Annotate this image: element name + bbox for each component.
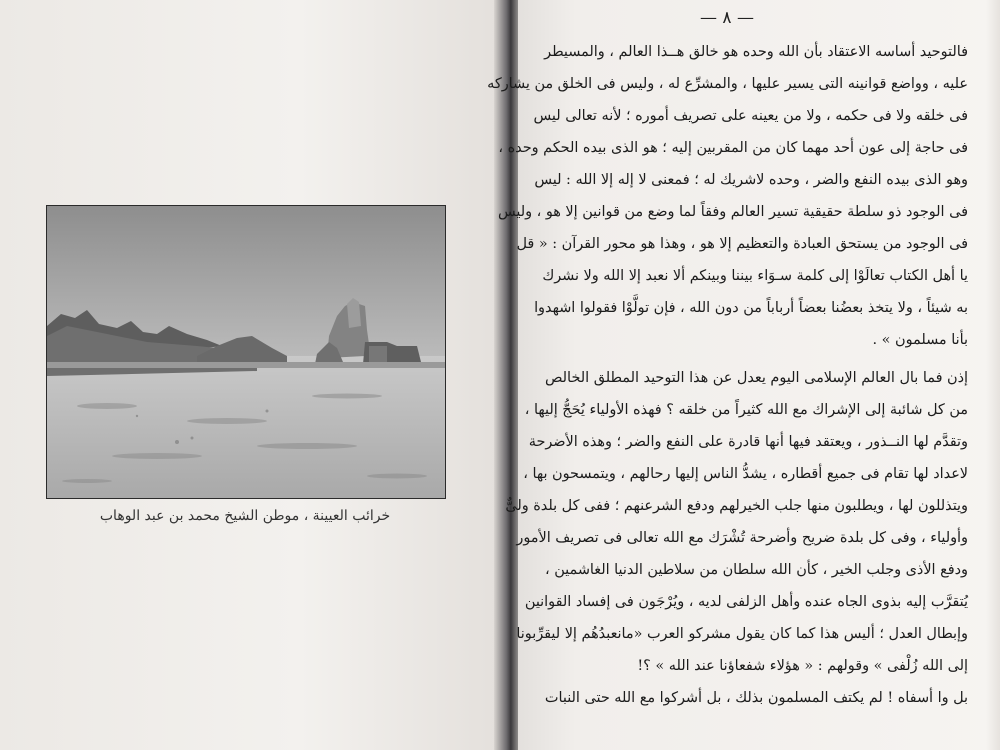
text-line: فى حاجة إلى عون أحد مهما كان من المقربين إليه ؛ هو الذى بيده الحكم وحده ، [498, 140, 968, 156]
body-text [487, 42, 968, 742]
text-line: وهو الذى بيده النفع والضر ، وحده لاشريك له ؛ فمعنى لا إله إلا الله : ليس [534, 172, 968, 188]
ruins-photograph [46, 205, 446, 499]
text-line: إلى الله زُلْفى » وقولهم : « هؤلاء شفعاؤنا عند الله » ؟! [637, 658, 968, 674]
text-line: فى الوجود من يستحق العبادة والتعظيم إلا هو ، وهذا هو محور القرآن : « قل [516, 236, 968, 252]
text-line: بأنا مسلمون » . [872, 332, 968, 348]
text-line: عليه ، وواضع قوانينه التى يسير عليها ، والمشرِّع له ، وليس فى الخلق من يشاركه [487, 76, 968, 92]
text-line: بل وا أسفاه ! لم يكتف المسلمون بذلك ، بل أشركوا مع الله حتى النبات [544, 690, 968, 706]
text-line: ويتذللون لها ، ويطلبون منها جلب الخيرلهم ودفع الشرعنهم ؛ ففى كل بلدة ولىٌّ [505, 498, 968, 514]
photo-caption: خرائب العيينة ، موطن الشيخ محمد بن عبد الوهاب [99, 508, 391, 524]
text-line: وأولياء ، وفى كل بلدة ضريح وأضرحة تُشْرَك مع الله تعالى فى تصريف الأمور [516, 530, 968, 546]
text-line: يُتقرَّب إليه بذوى الجاه عنده وأهل الزلفى لديه ، ويُرْجَون فى إفساد القوانين [524, 594, 968, 610]
text-line: فى الوجود ذو سلطة حقيقية تسير العالم وفقاً لما وضع من قوانين إلا هو ، وليس [498, 204, 968, 220]
text-line: فالتوحيد أساسه الاعتقاد بأن الله وحده هو خالق هــذا العالم ، والمسيطر [544, 44, 968, 60]
text-line: به شيئاً ، ولا يتخذ بعضُنا بعضاً أرباباً من دون الله ، فإن تولَّوْا فقولوا اشهدوا [534, 300, 968, 316]
text-line: ودفع الأذى وجلب الخير ، كأن الله سلطان من سلاطين الدنيا الغاشمين ، [544, 562, 968, 578]
text-line: يا أهل الكتاب تعالَوْا إلى كلمة سـوَاء بيننا وبينكم ألا نعبد إلا الله ولا نشرك [542, 268, 968, 284]
ruins-photo-image [47, 206, 445, 498]
text-line: لاعداد لها تقام فى جميع أقطاره ، يشدُّ الناس إليها رحالهم ، ويتمسحون بها ، [523, 466, 968, 482]
text-line: فى خلقه ولا فى حكمه ، ولا من يعينه على تصريف أموره ؛ لأنه تعالى ليس [533, 108, 968, 124]
page-number: — ٨ — [700, 8, 754, 28]
text-line: وإبطال العدل ؛ أليس هذا كما كان يقول مشركو العرب «مانعبدُهُم إلا ليقرِّبونا [516, 626, 968, 642]
page-edge [986, 0, 1000, 750]
text-line: إذن فما بال العالم الإسلامى اليوم يعدل عن هذا التوحيد المطلق الخالص [545, 370, 968, 386]
text-line: من كل شائبة إلى الإشراك مع الله كثيراً من خلقه ؟ فهذه الأولياء يُحَجُّ إليها ، [524, 402, 968, 418]
text-line: وتقدَّم لها النــذور ، ويعتقد فيها أنها قادرة على النفع والضر ؛ وهذه الأضرحة [528, 434, 968, 450]
